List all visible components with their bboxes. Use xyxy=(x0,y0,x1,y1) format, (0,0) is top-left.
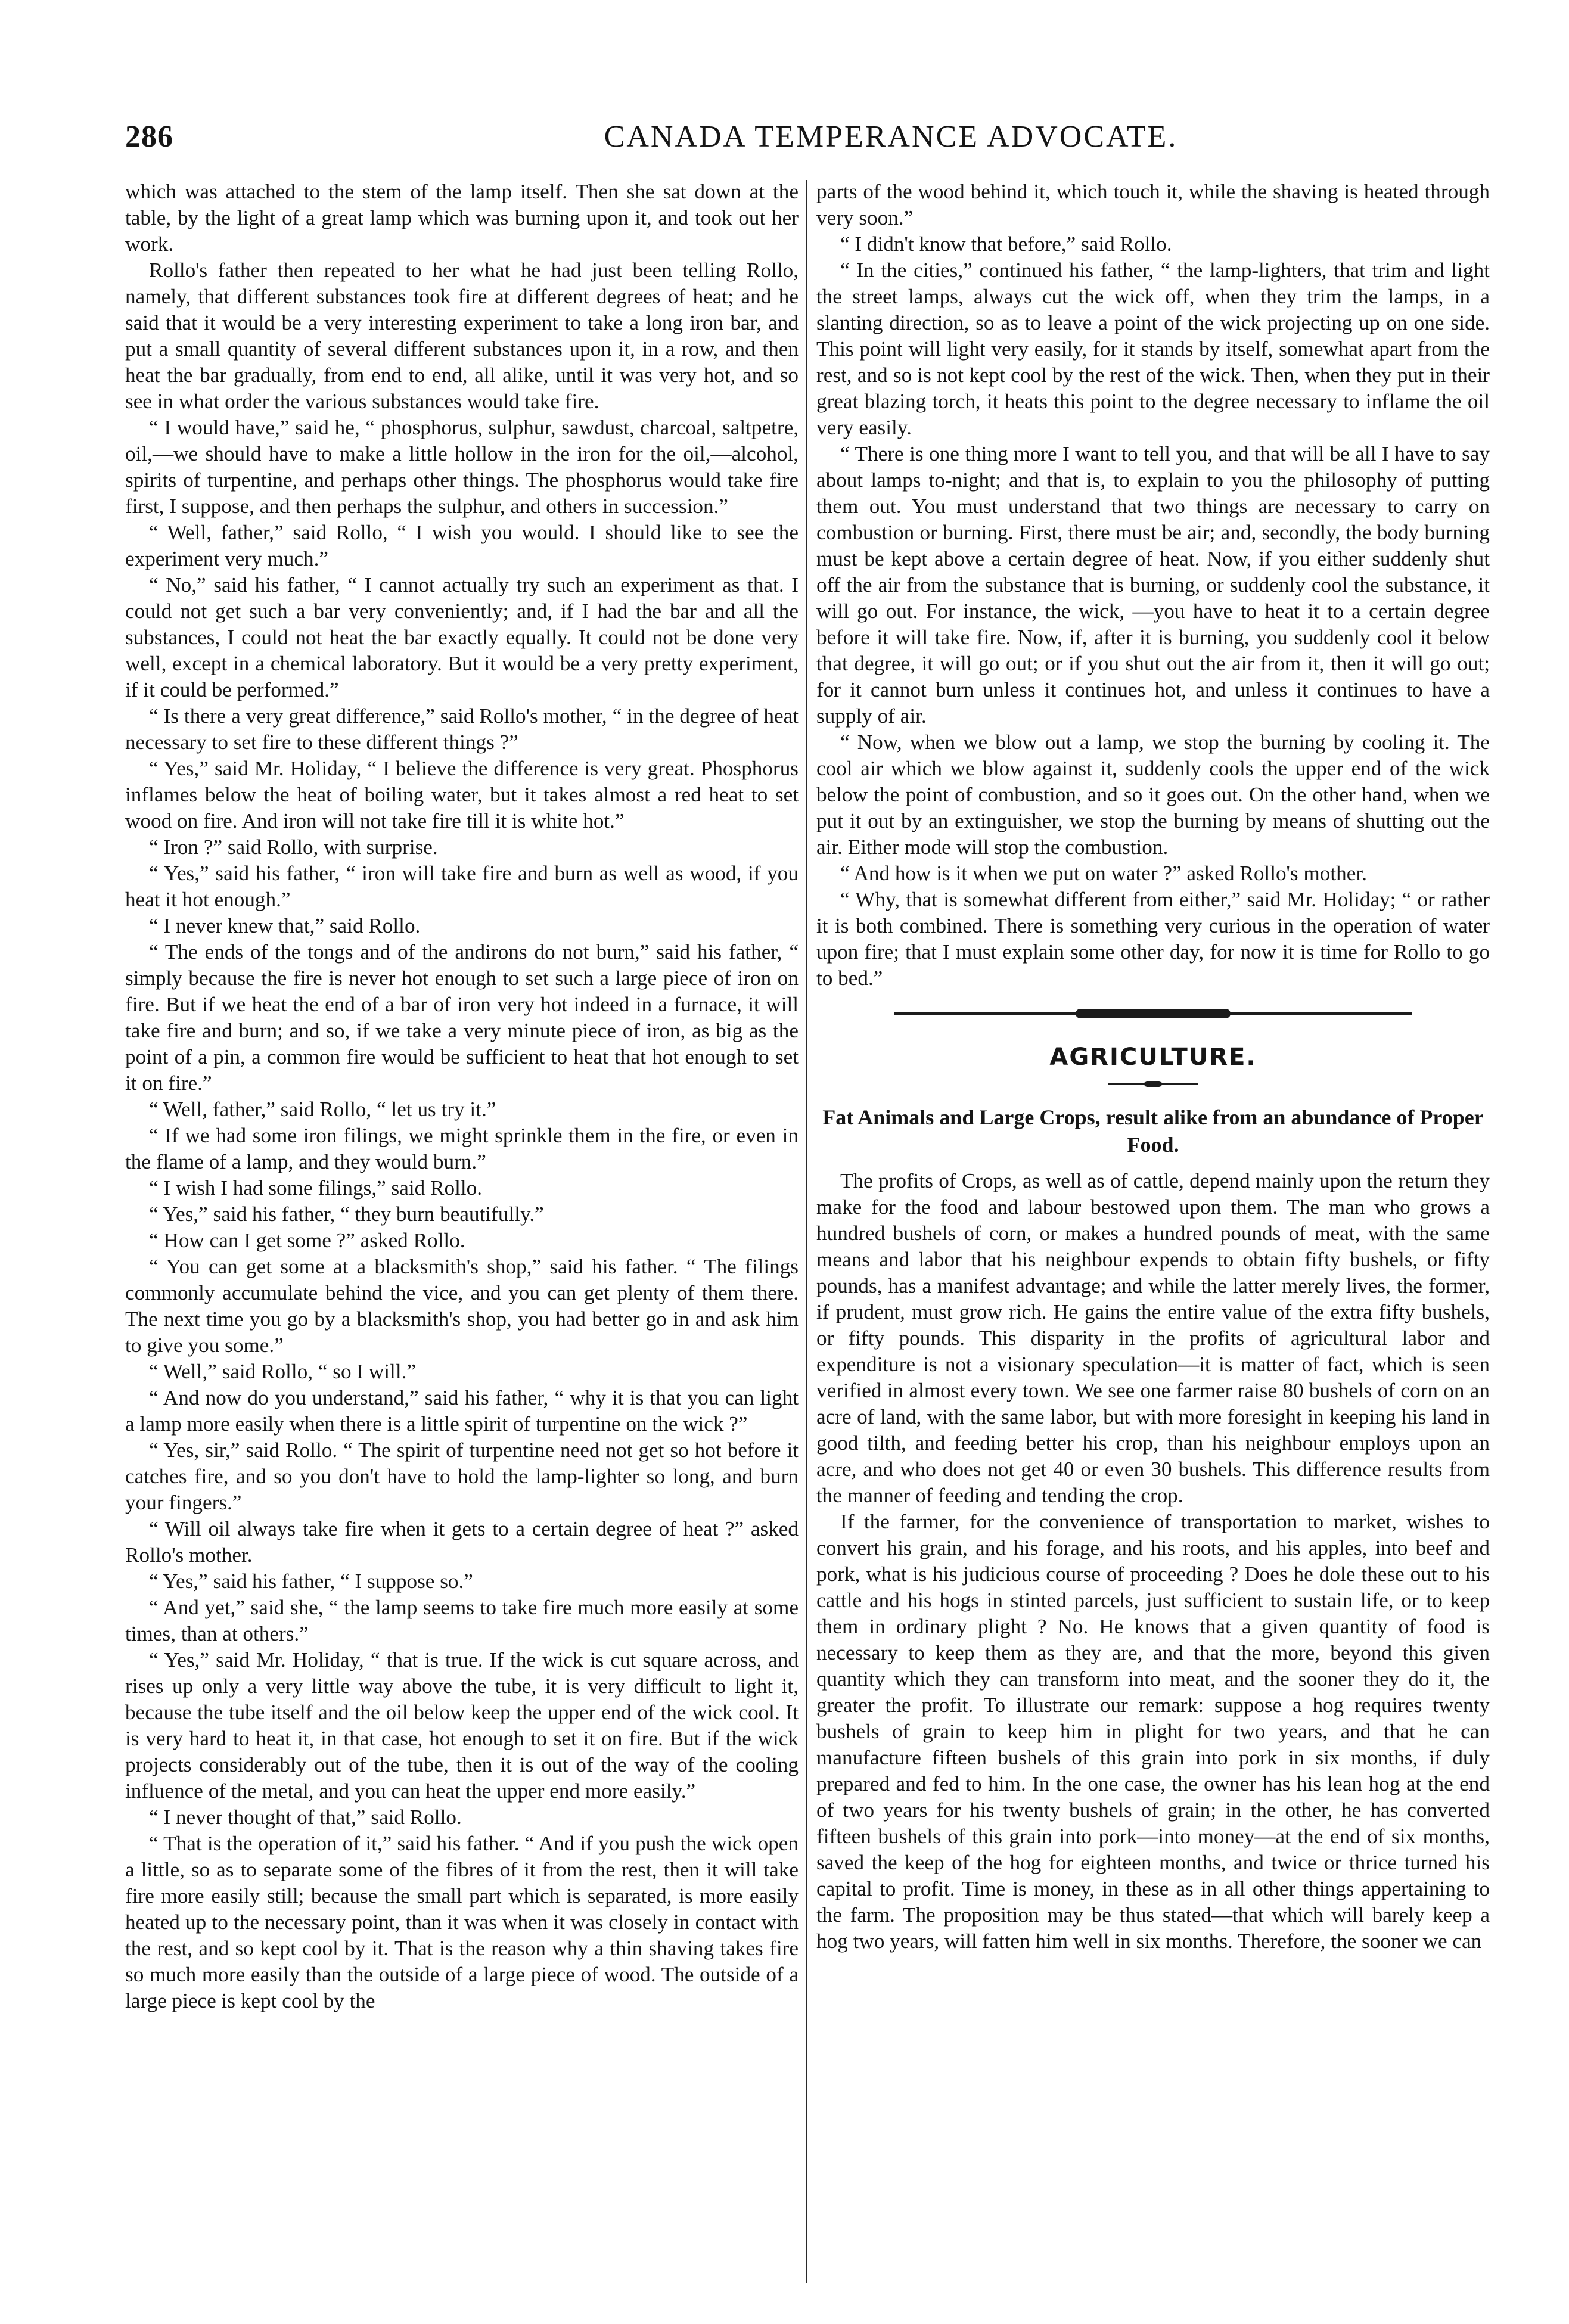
paragraph: “ I wish I had some filings,” said Rollo. xyxy=(149,1176,483,1200)
paragraph: “ In the cities,” continued his father, “ the lamp-lighters, that trim and light the street lamps, always cut the wick off, when they trim the lamps, in a slanting direction, so as to leave a point of the wick projecting up on one side. This point will light very easily, for it stands by itself, somewhat apart from the rest, and so is not kept cool by the rest of the wick. Then, when they put in their great blazing torch, it heats this point to the degree necessary to inflame the oil very easily. xyxy=(816,259,1490,439)
paragraph: “ Iron ?” said Rollo, with surprise. xyxy=(149,835,438,859)
left-column xyxy=(125,179,799,2288)
paragraph: “ How can I get some ?” asked Rollo. xyxy=(149,1229,465,1252)
ornamental-rule xyxy=(894,1012,1412,1015)
article-paragraph: If the farmer, for the convenience of transportation to market, wishes to convert his grain, and his forage, and his roots, and his apples, into beef and pork, what is his judicious course of proceeding ? Does he dole these out to his cattle and his hogs in stinted parcels, just sufficient to sustain life, or to keep them in ordinary plight ? No. He knows that a given quantity of food is necessary to keep them as they are, and that the more, beyond this given quantity which they can transform into meat, and the sooner they do it, the greater the profit. To illustrate our remark: suppose a hog requires twenty bushels of grain to keep him in plight for two years, and that he can manufacture fifteen bushels of this grain into pork in six months, if duly prepared and fed to him. In the one case, the owner has his lean hog at the end of two years for his twenty bushels of grain; in the other, he has converted fifteen bushels of this grain into pork—into money—at the end of six months, saved the keep of the hog for eighteen months, and twice or thrice turned his capital to profit. Time is money, in these as in all other things appertaining to the farm. The proposition may be thus stated—that which will barely keep a hog two years, will fatten him well in six months. Therefore, the sooner we can xyxy=(816,1510,1490,1953)
paragraph: “ There is one thing more I want to tell you, and that will be all I have to say about lamps to-night; and that is, to explain to you the philosophy of putting them out. You must understand that two things are necessary to carry on combustion or burning. First, there must be air; and, secondly, the body burning must be kept above a certain degree of heat. Now, if you either suddenly shut off the air from the substance that is burning, or suddenly cool the substance, it will go out. For instance, the wick, —you have to heat it to a certain degree before it will take fire. Now, if, after it is burning, you suddenly cool it below that degree, it will go out; or if you shut out the air from it, then it will go out; for it cannot burn unless it continues hot, and unless it continues to have a supply of air. xyxy=(816,442,1490,728)
paragraph: “ No,” said his father, “ I cannot actually try such an experiment as that. I could not get such a bar very conveniently; and, if I had the bar and all the substances, I could not heat the bar exactly equally. It could not be done very well, except in a chemical laboratory. But it would be a very pretty experiment, if it could be performed.” xyxy=(125,573,799,701)
paragraph: “ Yes,” said Mr. Holiday, “ that is true. If the wick is cut square across, and rises up only a very little way above the tube, it is very difficult to light it, because the tube itself and the oil below keep the upper end of the wick cool. It is very hard to heat it, in that case, hot enough to set it on fire. But if the wick projects considerably out of the tube, then it is out of the way of the cooling influence of the metal, and you can heat the upper end more easily.” xyxy=(125,1648,799,1803)
ornamental-dash xyxy=(1108,1083,1198,1085)
paragraph: “ Well, father,” said Rollo, “ let us try it.” xyxy=(149,1098,496,1121)
paragraph: “ Yes,” said his father, “ I suppose so.” xyxy=(149,1570,473,1593)
paragraph: “ I would have,” said he, “ phosphorus, sulphur, sawdust, charcoal, saltpetre, oil,—we should have to make a little hollow in the iron for the oil,—alcohol, spirits of turpentine, and perhaps other things. The phosphorus would take fire first, I suppose, and then perhaps the sulphur, and others in succession.” xyxy=(125,416,799,518)
page-number: 286 xyxy=(125,120,173,154)
paragraph: “ Yes,” said his father, “ iron will take fire and burn as well as wood, if you heat it hot enough.” xyxy=(125,862,799,911)
paragraph: “ If we had some iron filings, we might sprinkle them in the fire, or even in the flame of a lamp, and they would burn.” xyxy=(125,1124,799,1173)
paragraph: parts of the wood behind it, which touch it, while the shaving is heated through very soon.” xyxy=(816,180,1490,229)
paragraph: “ Is there a very great difference,” said Rollo's mother, “ in the degree of heat necessary to set fire to these different things ?” xyxy=(125,704,799,754)
paragraph: “ Well,” said Rollo, “ so I will.” xyxy=(149,1360,417,1383)
paragraph: “ And now do you understand,” said his father, “ why it is that you can light a lamp more easily when there is a little spirit of turpentine on the wick ?” xyxy=(125,1386,799,1436)
paragraph: “ Well, father,” said Rollo, “ I wish you would. I should like to see the experiment very much.” xyxy=(125,521,799,570)
running-head xyxy=(125,119,1502,167)
paragraph: “ I didn't know that before,” said Rollo. xyxy=(840,232,1172,256)
paragraph: “ I never knew that,” said Rollo. xyxy=(149,914,421,937)
right-column xyxy=(816,179,1490,2288)
section-title: AGRICULTURE. xyxy=(1049,1043,1257,1071)
journal-title: CANADA TEMPERANCE ADVOCATE. xyxy=(604,120,1178,154)
paragraph: Rollo's father then repeated to her what he had just been telling Rollo, namely, that different substances took fire at different degrees of heat; and he said that it would be a very interesting experiment to take a long iron bar, and put a small quantity of several different substances upon it, in a row, and then heat the bar gradually, from end to end, all alike, until it was very hot, and so see in what order the various substances would take fire. xyxy=(125,259,799,413)
title-divider xyxy=(816,1075,1490,1095)
paragraph: “ Yes,” said his father, “ they burn beautifully.” xyxy=(149,1203,544,1226)
paragraph: “ That is the operation of it,” said his father. “ And if you push the wick open a little, so as to separate some of the fibres of it from the rest, then it will take fire more easily still; because the small part which is separated, is more easily heated up to the necessary point, than it was when it was closely in contact with the rest, and so kept cool by it. That is the reason why a thin shaving takes fire so much more easily than the outside of a large piece of wood. The outside of a large piece is kept cool by the xyxy=(125,1832,799,2012)
section-divider xyxy=(816,992,1490,1038)
paragraph: “ I never thought of that,” said Rollo. xyxy=(149,1806,462,1829)
paragraph: “ Now, when we blow out a lamp, we stop the burning by cooling it. The cool air which we blow against it, suddenly cools the upper end of the wick below the point of combustion, and so it goes out. On the other hand, when we put it out by an extinguisher, we stop the burning by means of shutting out the air. Either mode will stop the combustion. xyxy=(816,731,1490,859)
paragraph: “ Yes, sir,” said Rollo. “ The spirit of turpentine need not get so hot before it catches fire, and so you don't have to hold the lamp-lighter so long, and burn your fingers.” xyxy=(125,1438,799,1514)
column-rule xyxy=(806,180,807,2283)
paragraph: “ And yet,” said she, “ the lamp seems to take fire much more easily at some times, than at others.” xyxy=(125,1596,799,1645)
paragraph: “ You can get some at a blacksmith's shop,” said his father. “ The filings commonly accumulate behind the vice, and you can get plenty of them there. The next time you go by a blacksmith's shop, you had better go in and ask him to give you some.” xyxy=(125,1255,799,1357)
paragraph: “ Yes,” said Mr. Holiday, “ I believe the difference is very great. Phosphorus inflames below the heat of boiling water, but it takes almost a red heat to set wood on fire. And iron will not take fire till it is white hot.” xyxy=(125,757,799,832)
paragraph: “ And how is it when we put on water ?” asked Rollo's mother. xyxy=(840,862,1367,885)
paragraph: “ The ends of the tongs and of the andirons do not burn,” said his father, “ simply because the fire is never hot enough to set such a large piece of iron on fire. But if we heat the end of a bar of iron very hot indeed in a furnace, it will take fire and burn; and so, if we take a very minute piece of iron, as big as the point of a pin, a common fire would be sufficient to heat that hot enough to set it on fire.” xyxy=(125,940,799,1095)
article-paragraph: The profits of Crops, as well as of cattle, depend mainly upon the return they make for the food and labour bestowed upon them. The man who grows a hundred bushels of corn, or makes a hundred pounds of meat, with the same means and labor that his neighbour expends to obtain fifty bushels, or fifty pounds, has a manifest advantage; and while the latter merely lives, the former, if prudent, must grow rich. He gains the entire value of the extra fifty bushels, or fifty pounds. This disparity in the profits of agricultural labor and expenditure is not a visionary speculation—it is matter of fact, which is seen verified in almost every town. We see one farmer raise 80 bushels of corn on an acre of land, with the same labor, but with more foresight in keeping his land in good tilth, and feeding better his crop, than his neighbour employs upon an acre, and who does not get 40 or even 30 bushels. This difference results from the manner of feeding and tending the crop. xyxy=(816,1169,1490,1507)
paragraph: which was attached to the stem of the lamp itself. Then she sat down at the table, by the light of a great lamp which was burning upon it, and took out her work. xyxy=(125,180,799,256)
article-title: Fat Animals and Large Crops, result alike from an abundance of Proper Food. xyxy=(822,1105,1484,1157)
paragraph: “ Why, that is somewhat different from either,” said Mr. Holiday; “ or rather it is both combined. There is something very curious in the operation of water upon fire; that I must explain some other day, for now it is time for Rollo to go to bed.” xyxy=(816,888,1490,990)
paragraph: “ Will oil always take fire when it gets to a certain degree of heat ?” asked Rollo's mother. xyxy=(125,1517,799,1567)
